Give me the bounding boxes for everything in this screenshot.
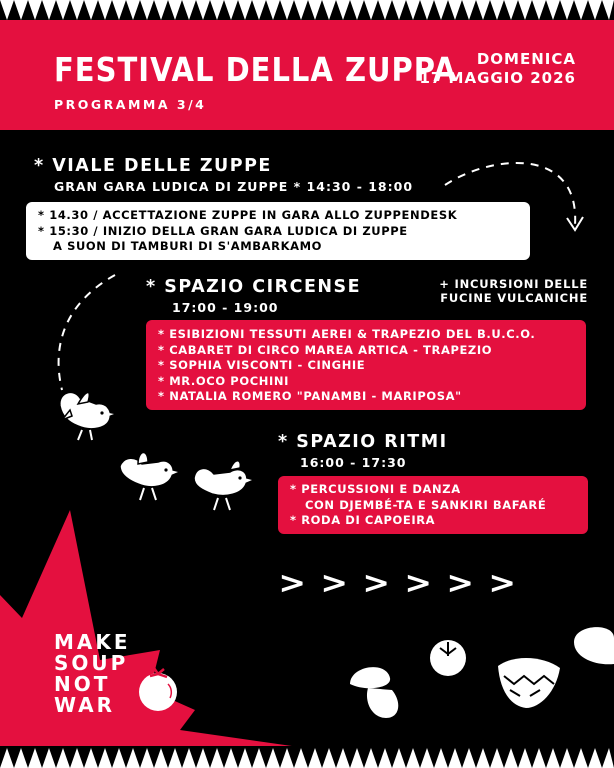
schedule-item: * NATALIA ROMERO "PANAMBI - MARIPOSA" (158, 389, 462, 403)
chicken-icon (116, 448, 178, 504)
arrow-icon: > (362, 566, 391, 601)
chicken-icon (52, 386, 118, 444)
tomato-icon (134, 664, 182, 714)
schedule-box-viale-delle-zuppe (26, 202, 530, 260)
arrow-icon: > (488, 566, 517, 601)
note-line: + INCURSIONI DELLE (439, 277, 588, 291)
schedule-item: * SOPHIA VISCONTI - CINGHIE (158, 358, 366, 372)
slogan-line: MAKE (54, 630, 131, 654)
section-title-spazio-ritmi: * SPAZIO RITMI (278, 432, 448, 452)
soup-bowl-icon (494, 654, 564, 710)
schedule-box-spazio-circense (146, 320, 586, 410)
mushroom-icon (566, 624, 614, 674)
schedule-item: * 15:30 / INIZIO DELLA GRAN GARA LUDICA DI ZUPPE (38, 223, 408, 238)
event-date (419, 50, 576, 88)
schedule-item: * MR.OCO POCHINI (158, 373, 289, 388)
slogan-line: NOT (54, 672, 111, 696)
tomato-icon (426, 636, 470, 680)
chicken-icon (190, 456, 252, 512)
dashed-path-left (40, 270, 130, 400)
schedule-item: * PERCUSSIONI E DANZA (290, 482, 461, 496)
arrow-icon: > (446, 566, 475, 601)
arrow-icon: > (404, 566, 433, 601)
schedule-item-continuation: A SUON DI TAMBURI DI S'AMBARKAMO (53, 239, 323, 253)
zigzag-border-top (0, 0, 614, 22)
slogan-line: SOUP (54, 651, 129, 675)
event-day: DOMENICA (476, 50, 576, 68)
section-title-viale-delle-zuppe: * VIALE DELLE ZUPPE (34, 156, 272, 176)
schedule-item-continuation: CON DJEMBÉ-TA E SANKIRI BAFARÉ (305, 497, 547, 512)
program-subtitle: PROGRAMMA 3/4 (54, 97, 207, 112)
section-subtitle-viale-delle-zuppe: GRAN GARA LUDICA DI ZUPPE * 14:30 - 18:00 (54, 179, 414, 194)
zigzag-border-bottom (0, 746, 614, 768)
slogan (54, 632, 131, 716)
schedule-item: * ESIBIZIONI TESSUTI AEREI & TRAPEZIO DEL B.U.C.O. (158, 327, 536, 341)
schedule-item: * CABARET DI CIRCO MAREA ARTICA - TRAPEZIO (158, 342, 493, 357)
slogan-line: WAR (54, 693, 116, 717)
section-subtitle-spazio-circense: 17:00 - 19:00 (172, 300, 279, 315)
note-line: FUCINE VULCANICHE (440, 291, 588, 305)
arrow-icon: > (320, 566, 349, 601)
arrow-row (280, 566, 522, 601)
arrow-icon: > (278, 566, 307, 601)
section-title-spazio-circense: * SPAZIO CIRCENSE (146, 277, 362, 297)
section-subtitle-spazio-ritmi: 16:00 - 17:30 (300, 455, 407, 470)
header-banner (0, 20, 614, 130)
page-title: FESTIVAL DELLA ZUPPA (54, 50, 457, 90)
schedule-item: * RODA DI CAPOEIRA (290, 513, 436, 527)
mushroom-icon (346, 658, 410, 722)
event-date-full: 17 MAGGIO 2026 (419, 69, 576, 87)
schedule-box-spazio-ritmi (278, 476, 588, 534)
incursions-note (439, 277, 588, 305)
schedule-item: * 14.30 / ACCETTAZIONE ZUPPE IN GARA ALLO ZUPPENDESK (38, 208, 458, 222)
